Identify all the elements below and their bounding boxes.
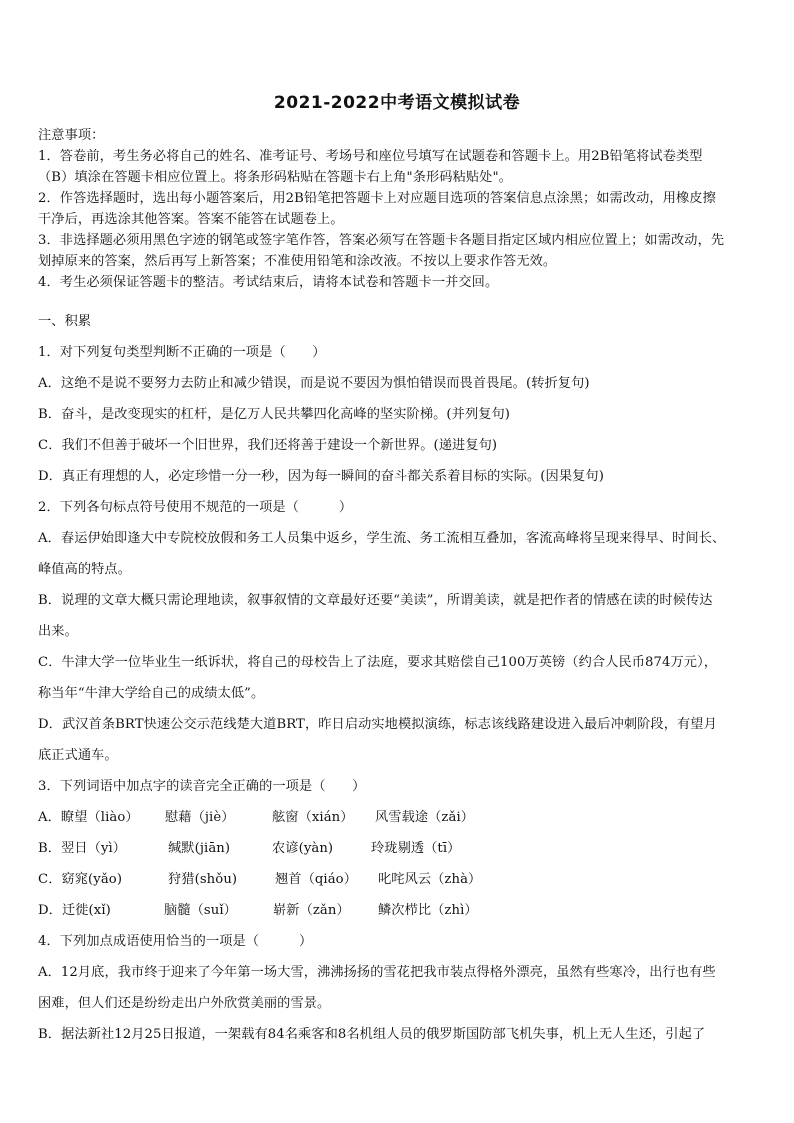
word-1: B．翌日（yì） bbox=[38, 841, 127, 856]
notice-line: 3．非选择题必须用黑色字迹的钢笔或签字笔作答，答案必须写在答题卡各题目指定区域内相应位置上；如需改动，先 bbox=[38, 233, 725, 248]
notice-line: 4．考生必须保证答题卡的整洁。考试结束后，请将本试卷和答题卡一并交回。 bbox=[38, 275, 499, 290]
word-3: 崭新（zǎn） bbox=[273, 903, 350, 918]
option-c: C．我们不但善于破坏一个旧世界，我们还将善于建设一个新世界。(递进复句) bbox=[38, 438, 498, 453]
question-stem: 3．下列词语中加点字的读音完全正确的一项是（ ） bbox=[38, 779, 366, 794]
option-b: B．据法新社12月25日报道，一架载有84名乘客和8名机组人员的俄罗斯国防部飞机失事，机上无人生还，引起了 bbox=[38, 1027, 706, 1042]
option-c: C．牛津大学一位毕业生一纸诉状，将自己的母校告上了法庭，要求其赔偿自己100万英镑（约合人民币874万元）， bbox=[38, 655, 718, 670]
option-a: A．这绝不是说不要努力去防止和减少错误，而是说不要因为惧怕错误而畏首畏尾。(转折复句) bbox=[38, 376, 590, 391]
notice-line: 划掉原来的答案，然后再写上新答案；不准使用铅笔和涂改液。不按以上要求作答无效。 bbox=[38, 254, 557, 269]
word-2: 脑髓（suǐ） bbox=[164, 903, 237, 918]
option-d-cont: 底正式通车。 bbox=[38, 748, 118, 763]
notice-line: 干净后，再选涂其他答案。答案不能答在试题卷上。 bbox=[38, 212, 344, 227]
notice-line: （B）填涂在答题卡相应位置上。将条形码粘贴在答题卡右上角"条形码粘贴处"。 bbox=[38, 170, 512, 185]
option-b: B．奋斗，是改变现实的杠杆，是亿万人民共攀四化高峰的坚实阶梯。(并列复句) bbox=[38, 407, 511, 422]
section-heading: 一、积累 bbox=[38, 314, 92, 329]
question-stem: 1．对下列复句类型判断不正确的一项是（ ） bbox=[38, 345, 326, 360]
option-a-cont: 困难，但人们还是纷纷走出户外欣赏美丽的雪景。 bbox=[38, 996, 331, 1011]
word-2: 狩猎(shǒu) bbox=[168, 872, 238, 887]
notice-heading: 注意事项： bbox=[38, 128, 105, 143]
word-3: 翘首（qiáo） bbox=[275, 872, 358, 887]
notice-line: 1．答卷前，考生务必将自己的姓名、准考证号、考场号和座位号填写在试题卷和答题卡上。用2B铅笔将试卷类型 bbox=[38, 149, 703, 164]
word-4: 叱咤风云（zhà） bbox=[378, 872, 482, 887]
word-4: 风雪载途（zǎi） bbox=[375, 810, 475, 825]
word-3: 舷窗（xián） bbox=[272, 810, 354, 825]
option-a-cont: 峰值高的特点。 bbox=[38, 562, 132, 577]
word-4: 玲珑剔透（tī） bbox=[371, 841, 461, 856]
question-stem: 4．下列加点成语使用恰当的一项是（ ） bbox=[38, 934, 313, 949]
exam-title: 2021-2022中考语文模拟试卷 bbox=[273, 93, 521, 113]
option-d: D．真正有理想的人，必定珍惜一分一秒，因为每一瞬间的奋斗都关系着目标的实际。(因果复句) bbox=[38, 469, 604, 484]
option-d: D．武汉首条BRT快速公交示范线楚大道BRT，昨日启动实地模拟演练，标志该线路建设进入最后冲刺阶段，有望月 bbox=[38, 717, 717, 732]
word-3: 农谚(yàn) bbox=[272, 841, 334, 856]
word-1: A．瞭望（liào） bbox=[38, 810, 139, 825]
option-a: A．春运伊始即逢大中专院校放假和务工人员集中返乡，学生流、务工流相互叠加，客流高峰将呈现来得早、时间长、 bbox=[38, 531, 726, 546]
notice-line: 2．作答选择题时，选出每小题答案后，用2B铅笔把答题卡上对应题目选项的答案信息点涂黑；如需改动，用橡皮擦 bbox=[38, 191, 716, 206]
word-4: 鳞次栉比（zhì） bbox=[378, 903, 478, 918]
word-2: 慰藉（jiè） bbox=[165, 810, 235, 825]
option-c-cont: 称当年“牛津大学给自己的成绩太低”。 bbox=[38, 686, 265, 701]
option-b: B．说理的文章大概只需论理地读，叙事叙情的文章最好还要“美读”，所谓美读，就是把作者的情感在读的时候传达 bbox=[38, 593, 713, 608]
question-stem: 2．下列各句标点符号使用不规范的一项是（ ） bbox=[38, 500, 353, 515]
word-1: D．迁徙(xǐ) bbox=[38, 903, 111, 918]
word-1: C．窈窕(yǎo) bbox=[38, 872, 123, 887]
option-a: A．12月底，我市终于迎来了今年第一场大雪，沸沸扬扬的雪花把我市装点得格外漂亮，虽然有些寒冷，出行也有些 bbox=[38, 965, 716, 980]
word-2: 缄默(jiān) bbox=[168, 841, 231, 856]
option-b-cont: 出来。 bbox=[38, 624, 78, 639]
